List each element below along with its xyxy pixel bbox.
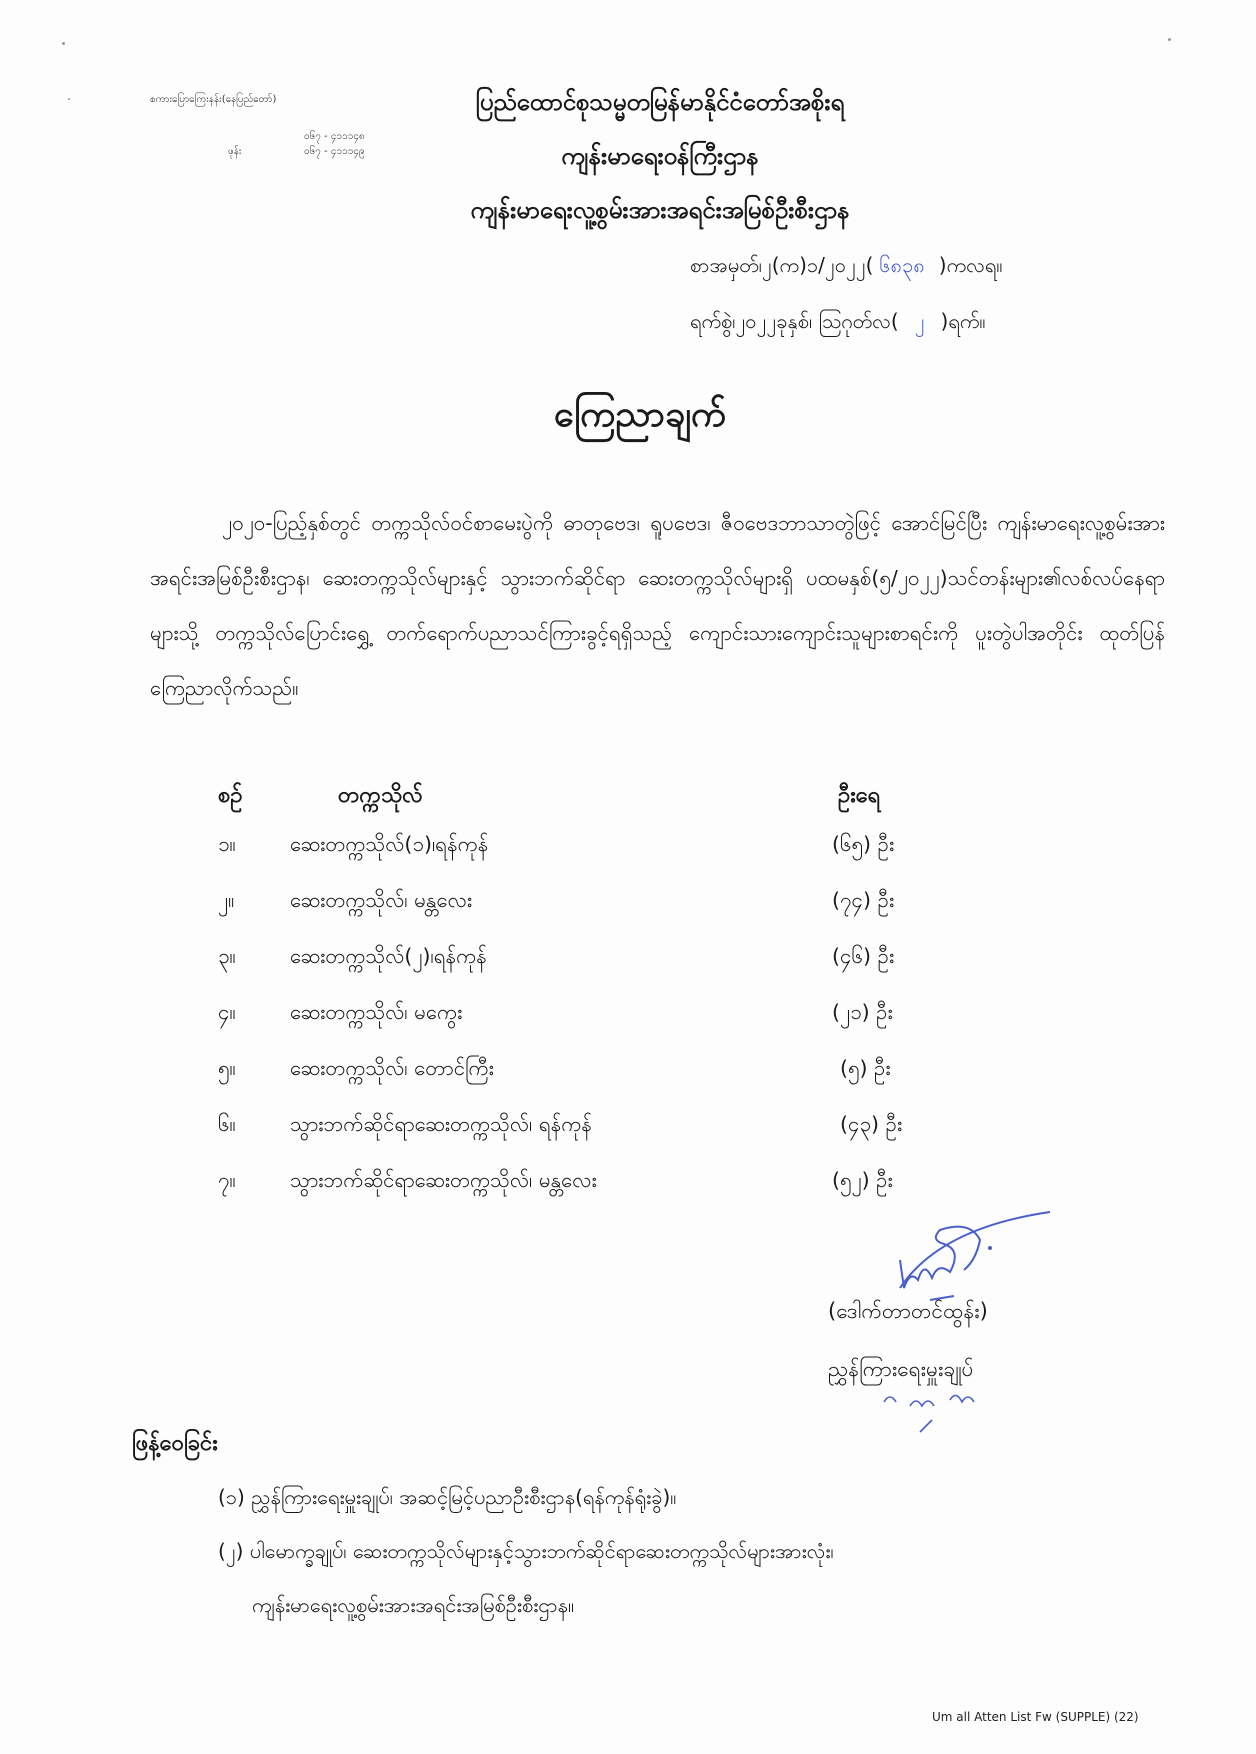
table-row (210, 832, 930, 872)
column-header-university: တက္ကသိုလ် (338, 783, 423, 808)
distribution-heading: ဖြန့်ဝေခြင်း (132, 1431, 218, 1456)
handwritten-initials (880, 1388, 1020, 1438)
table-row (210, 944, 930, 984)
distribution-item: ကျန်းမာရေးလူ့စွမ်းအားအရင်းအမြစ်ဦးစီးဌာန။ (252, 1593, 575, 1617)
department-heading: ကျန်းမာရေးလူ့စွမ်းအားအရင်းအမြစ်ဦးစီးဌာန (470, 196, 850, 224)
ministry-heading: ကျန်းမာရေးဝန်ကြီးဌာန (561, 142, 759, 170)
letter-date-prefix: ရက်စွဲ၊၂၀၂၂ခုနှစ်၊ ဩဂုတ်လ( (690, 309, 899, 333)
row-count: (၅၂) ဦး (832, 1168, 893, 1192)
government-heading: ပြည်ထောင်စုသမ္မတမြန်မာနိုင်ငံတော်အစိုးရ (475, 88, 845, 116)
row-university: ဆေးတက္ကသိုလ်၊ မန္တလေး (290, 888, 473, 912)
table-row (210, 1000, 930, 1040)
letter-date-suffix: )ရက်။ (940, 309, 986, 333)
row-no: ၄။ (218, 1000, 236, 1024)
letter-number-handwritten: ၆၈၃၈ (879, 253, 925, 277)
body-paragraph (150, 496, 1165, 716)
distribution-item: (၁) ညွှန်ကြားရေးမှူးချုပ်၊ အဆင့်မြင့်ပညာဦးစီးဌာန(ရန်ကုန်ရုံးခွဲ)။ (218, 1485, 677, 1509)
column-header-count: ဦးရေ (838, 783, 881, 808)
table-row (210, 1056, 930, 1096)
row-count: (၄၆) ဦး (832, 944, 895, 968)
row-university: ဆေးတက္ကသိုလ်(၁)၊ရန်ကုန် (290, 832, 489, 856)
row-university: သွားဘက်ဆိုင်ရာဆေးတက္ကသိုလ်၊ မန္တလေး (290, 1168, 597, 1192)
distribution-item: (၂) ပါမောက္ခချုပ်၊ ဆေးတက္ကသိုလ်များနှင့်သွားဘက်ဆိုင်ရာဆေးတက္ကသိုလ်များအားလုံး၊ (218, 1539, 834, 1563)
row-count: (၄၃) ဦး (840, 1112, 903, 1136)
scan-speck (68, 98, 70, 100)
row-university: သွားဘက်ဆိုင်ရာဆေးတက္ကသိုလ်၊ ရန်ကုန် (290, 1112, 592, 1136)
row-university: ဆေးတက္ကသိုလ်၊ တောင်ကြီး (290, 1056, 494, 1080)
signatory-title: ညွှန်ကြားရေးမှူးချုပ် (828, 1357, 974, 1381)
row-no: ၁။ (218, 832, 236, 856)
row-university: ဆေးတက္ကသိုလ်(၂)၊ရန်ကုန် (290, 944, 487, 968)
table-row (210, 1168, 930, 1208)
scan-speck (1168, 38, 1171, 41)
letter-date-handwritten: ၂ (914, 309, 925, 333)
row-count: (၇၄) ဦး (832, 888, 895, 912)
row-count: (၂၁) ဦး (832, 1000, 893, 1024)
announcement-title: ကြေညာချက် (553, 394, 727, 435)
row-count: (၅) ဦး (840, 1056, 891, 1080)
contact-label: စကားပြောကြေးနန်း(နေပြည်တော်) (150, 94, 277, 105)
row-no: ၇။ (218, 1168, 236, 1192)
body-text: ၂၀၂၀-ပြည့်နှစ်တွင် တက္ကသိုလ်ဝင်စာမေးပွဲကို ဓာတုဗေဒ၊ ရူပဗေဒ၊ ဇီဝဗေဒဘာသာတွဲဖြင့် အောင်မြင်ပြီး ကျန်းမာရေးလူ့စွမ်းအားအရင်းအမြစ်ဦးစီးဌာန၊ ဆေးတက္ကသိုလ်များနှင့် သွားဘက်ဆိုင်ရာ ဆေးတက္ကသိုလ်များရှိ ပထမနှစ်(၅/၂၀၂၂)သင်တန်းများ၏လစ်လပ်နေရာများသို့ တက္ကသိုလ်ပြောင်းရွှေ့ တက်ရောက်ပညာသင်ကြားခွင့်ရရှိသည့် ကျောင်းသားကျောင်းသူများစာရင်းကို ပူးတွဲပါအတိုင်း ထုတ်ပြန် ကြေညာလိုက်သည်။ (150, 511, 1165, 700)
fax-label: ဖုန်း (228, 146, 242, 157)
table-row (210, 1112, 930, 1152)
row-no: ၂။ (218, 888, 235, 912)
phone-1: ၀၆၇ - ၄၁၁၁၄၈ (304, 131, 365, 142)
row-no: ၅။ (218, 1056, 236, 1080)
row-no: ၃။ (218, 944, 236, 968)
row-no: ၆။ (218, 1112, 236, 1136)
letter-date (690, 308, 985, 338)
scan-speck (62, 42, 65, 45)
row-university: ဆေးတက္ကသိုလ်၊ မကွေး (290, 1000, 463, 1024)
letter-number-prefix: စာအမှတ်၊၂(က)၁/၂၀၂၂( (690, 253, 874, 277)
letter-number (690, 252, 1002, 282)
signatory-name: (ဒေါက်တာတင်ထွန်း) (828, 1299, 988, 1323)
footer-file-reference: Um all Atten List Fw (SUPPLE) (22) (932, 1710, 1139, 1724)
row-count: (၆၅) ဦး (832, 832, 895, 856)
column-header-no: စဉ် (218, 783, 243, 808)
handwritten-signature (880, 1200, 1060, 1310)
table-row (210, 888, 930, 928)
phone-2: ၀၆၇ - ၄၁၁၁၄၉ (304, 146, 365, 157)
letter-number-suffix: )ကလရ။ (938, 253, 1003, 277)
